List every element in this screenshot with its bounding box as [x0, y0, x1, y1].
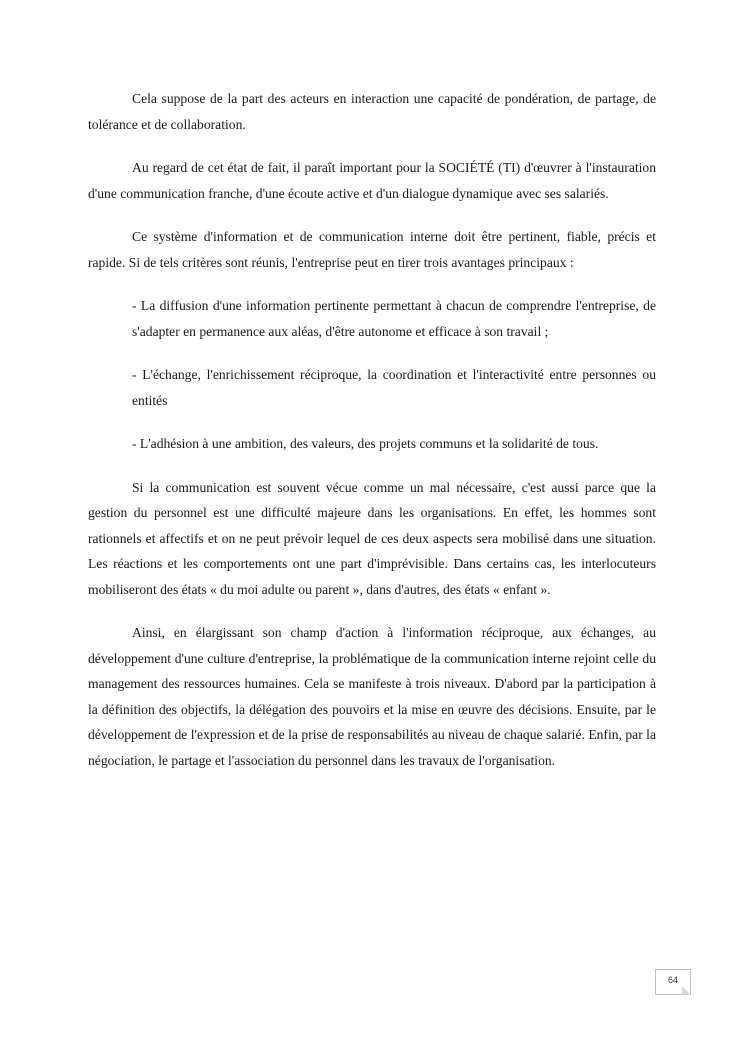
paragraph: Ainsi, en élargissant son champ d'action à l'information réciproque, aux échanges, au développement d'une culture d'entreprise, la problématique de la communication interne rejoint celle du management des ressources humaines. Cela se manifeste à trois niveaux. D'abord par la participation à la définition des objectifs, la délégation des pouvoirs et la mise en œuvre des décisions. Ensuite, par le développement de l'expression et de la prise de responsabilités au niveau de chaque salarié. Enfin, par la négociation, le partage et l'association du personnel dans les travaux de l'organisation. — [88, 625, 656, 768]
page-curl-icon — [682, 986, 691, 995]
paragraph: Au regard de cet état de fait, il paraît important pour la SOCIÉTÉ (TI) d'œuvrer à l'instauration d'une communication franche, d'une écoute active et d'un dialogue dynamique avec ses salariés. — [88, 160, 656, 201]
bullet-item: - L'adhésion à une ambition, des valeurs, des projets communs et la solidarité de tous. — [132, 436, 599, 451]
paragraph: Ce système d'information et de communication interne doit être pertinent, fiable, précis et rapide. Si de tels critères sont réunis, l'entreprise peut en tirer trois avantages principaux : — [88, 229, 656, 270]
page-number-box — [655, 969, 691, 995]
paragraph: Cela suppose de la part des acteurs en interaction une capacité de pondération, de partage, de tolérance et de collaboration. — [88, 91, 656, 132]
bullet-item: - L'échange, l'enrichissement réciproque, la coordination et l'interactivité entre personnes ou entités — [132, 367, 656, 408]
page-number: 64 — [667, 975, 678, 985]
document-body — [88, 86, 656, 791]
paragraph: Si la communication est souvent vécue comme un mal nécessaire, c'est aussi parce que la gestion du personnel est une difficulté majeure dans les organisations. En effet, les hommes sont rationnels et affectifs et on ne peut prévoir lequel de ces deux aspects sera mobilisé dans une situation. Les réactions et les comportements ont une part d'imprévisible. Dans certains cas, les interlocuteurs mobiliseront des états « du moi adulte ou parent », dans d'autres, des états « enfant ». — [88, 479, 656, 597]
bullet-item: - La diffusion d'une information pertinente permettant à chacun de comprendre l'entreprise, de s'adapter en permanence aux aléas, d'être autonome et efficace à son travail ; — [132, 298, 656, 339]
